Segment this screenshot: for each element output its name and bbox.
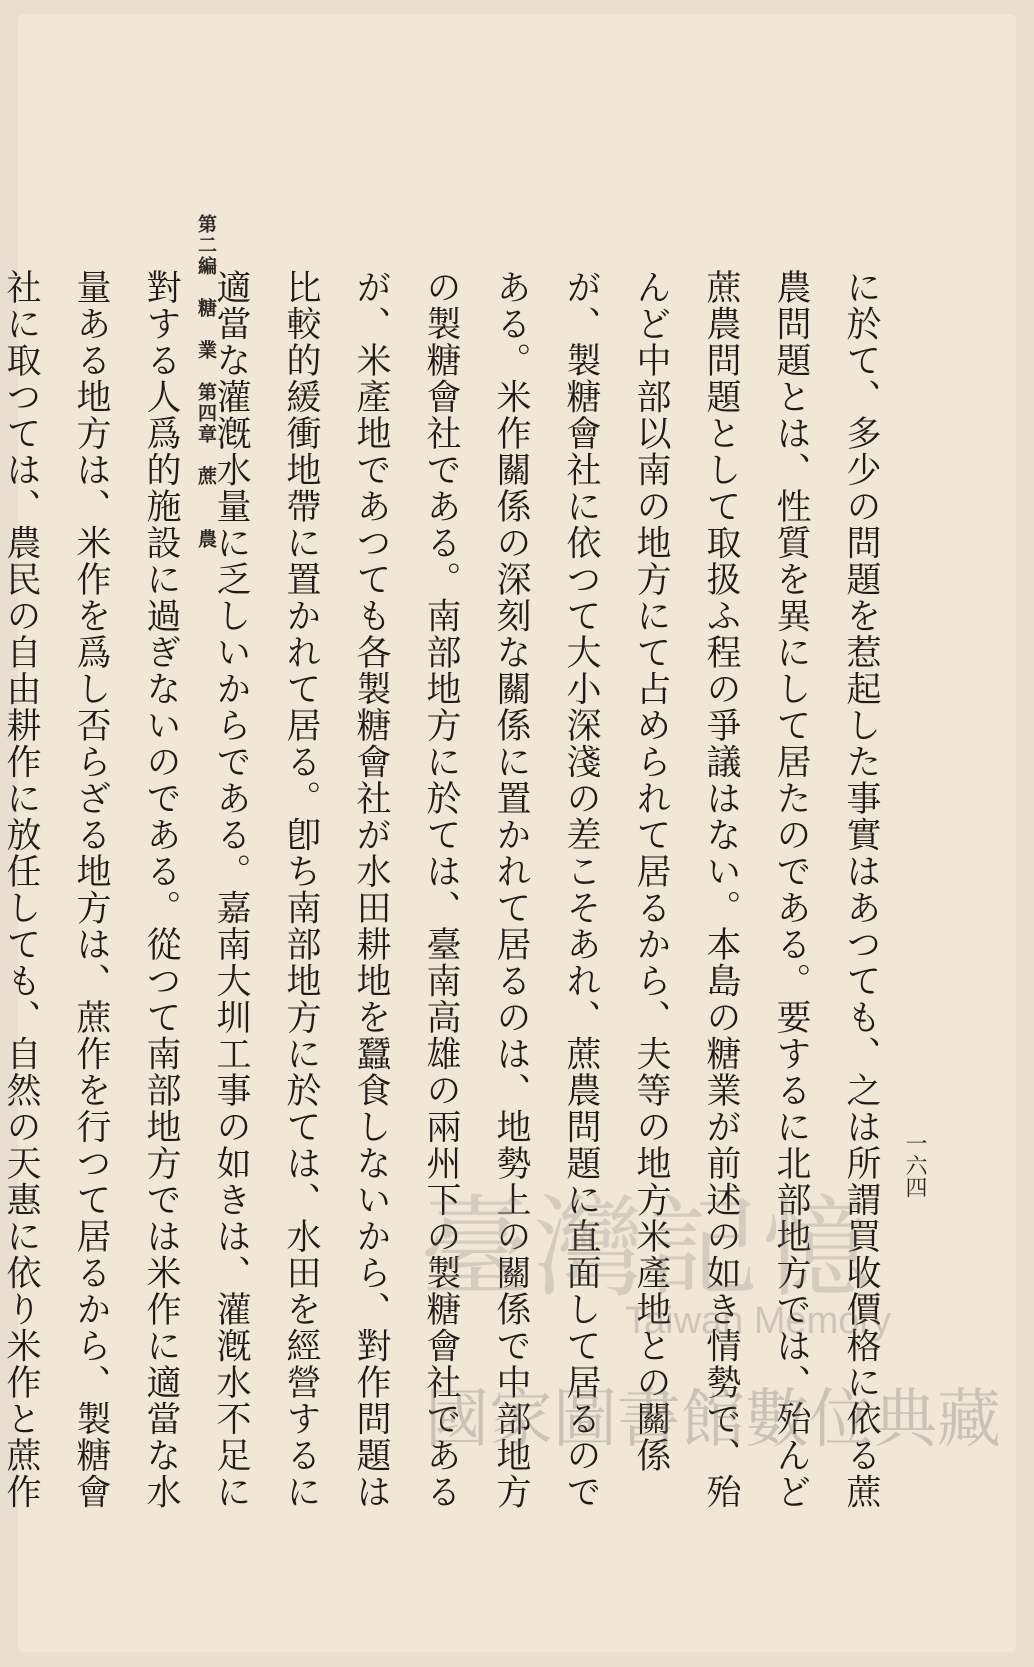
watermark-english: Taiwan Memory — [625, 1300, 892, 1342]
body-text — [1, 269, 896, 1519]
body-paragraph: に於て、多少の問題を惹起した事實はあつても、之は所謂買收價格に依る蔗農問題とは、性質を異にして居たのである。要するに北部地方では、殆んど蔗農問題として取扱ふ程の爭議はない。本島の糖業が前述の如き情勢で、殆んど中部以南の地方にて占められて居るから、夫等の地方米產地との關係が、製糖會社に依つて大小深淺の差こそあれ、蔗農問題に直面して居るのである。米作關係の深刻な關係に置かれて居るのは、地勢上の關係で中部地方の製糖會社である。南部地方に於ては、臺南高雄の兩州下の製糖會社であるが、米產地であつても各製糖會社が水田耕地を蠶食しないから、對作問題は比較的緩衝地帶に置かれて居る。卽ち南部地方に於ては、水田を經營するに適當な灌漑水量に乏しいからである。嘉南大圳工事の如きは、灌漑水不足に對する人爲的施設に過ぎないのである。從つて南部地方では米作に適當な水量ある地方は、米作を爲し否らざる地方は、蔗作を行つて居るから、製糖會社に取つては、農民の自由耕作に放任しても、自然の天惠に依り米作と蔗作 — [1, 269, 881, 1510]
page-number: 一六四 — [902, 1132, 927, 1198]
book-page — [1, 14, 1016, 1652]
watermark-logo-text: 臺灣記憶 — [420, 1184, 876, 1312]
running-header: 第二編 糖 業 第四章 蔗 農 — [195, 214, 217, 550]
watermark-library: 國家圖書館數位典藏 — [425, 1383, 1001, 1457]
